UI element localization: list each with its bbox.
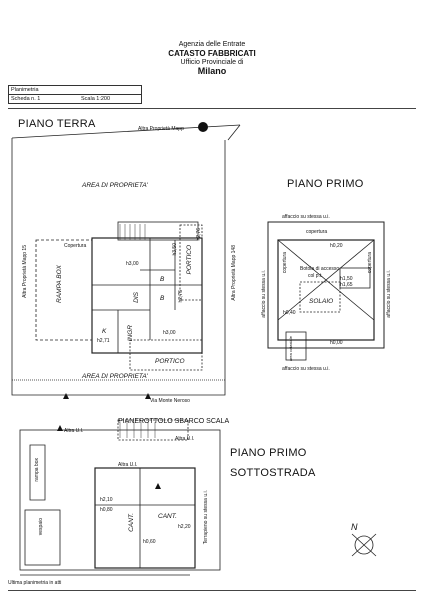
label-h-ground-5: h2,76 — [196, 228, 202, 241]
ground-floor-title: PIANO TERRA — [18, 118, 96, 130]
label-h-ground-6: h2,75 — [178, 290, 184, 303]
label-h-ground-1: h3,00 — [126, 261, 139, 267]
label-h-first-2: h1,50 — [340, 276, 353, 282]
scale: Scala 1:200 — [81, 96, 111, 102]
label-ramp-box: rampa box — [34, 458, 40, 482]
label-property-top: AREA DI PROPRIETA' — [82, 182, 148, 189]
label-other-ui-1: Altra U.I. — [64, 428, 84, 434]
label-other-ui-3: Altra U.I. — [175, 436, 195, 442]
label-bath-1: B — [160, 276, 165, 283]
label-cellar-1: CANT. — [128, 513, 135, 532]
label-h-base-4: h0,60 — [143, 539, 156, 545]
reference-dot — [198, 122, 208, 132]
label-h-first-3: h1,65 — [340, 282, 353, 288]
label-h-base-2: h0,80 — [100, 507, 113, 513]
label-small-room: area catastale — [288, 336, 293, 362]
label-property-bottom: AREA DI PROPRIETA' — [82, 373, 148, 380]
label-h-base-1: h2,10 — [100, 497, 113, 503]
compass-north-label: N — [351, 522, 358, 532]
basement-outline — [95, 468, 195, 568]
label-terrain: Terrapieno su stessa u.i. — [203, 490, 209, 545]
footer-note: Ultima planimetria in atti — [8, 580, 62, 586]
label-first-right: affaccio su stessa u.i. — [386, 270, 392, 318]
label-portico-bottom: PORTICO — [155, 358, 185, 365]
label-entrance: INGR — [127, 325, 134, 342]
label-kitchen: K — [102, 328, 107, 335]
label-other-ui-2: Altra U.I. — [118, 462, 138, 468]
agency-name: Agenzia delle Entrate — [178, 41, 246, 48]
label-neighbour-top: Altra Proprietà Mapp — [138, 126, 184, 132]
sheet-number: Scheda n. 1 — [11, 96, 41, 102]
compass-symbol — [352, 534, 376, 556]
label-portico-right: PORTICO — [186, 245, 193, 275]
first-floor-outline — [278, 240, 374, 340]
label-first-left: affaccio su stessa u.i. — [261, 270, 267, 318]
label-attic: SOLAIO — [309, 298, 334, 305]
doc-type: Planimetria — [9, 86, 141, 95]
label-hatch-2: col p.t. — [308, 273, 323, 279]
label-void: vespaio — [38, 518, 44, 536]
first-floor-title: PIANO PRIMO — [287, 178, 364, 190]
office-name: CATASTO FABBRICATI — [168, 49, 256, 58]
label-h-first-5: h0,00 — [330, 340, 343, 346]
label-h-ground-2: h3,00 — [163, 330, 176, 336]
label-bath-2: B — [160, 295, 165, 302]
label-h-first-4: h0,40 — [283, 310, 296, 316]
basement-title-line1: PIANO PRIMO — [230, 447, 307, 459]
label-storage: DIS — [133, 292, 140, 303]
label-landing: PIANEROTTOLO SBARCO SCALA — [118, 418, 230, 425]
label-first-top: affaccio su stessa u.i. — [282, 214, 330, 220]
label-h-first-1: h0,20 — [330, 243, 343, 249]
label-first-bottom: affaccio su stessa u.i. — [282, 366, 330, 372]
label-h-ground-4: h3,50 — [172, 243, 178, 256]
branch-name: Ufficio Provinciale di — [180, 59, 244, 66]
label-cover: Copertura — [64, 243, 87, 249]
label-first-cover-1: copertura — [306, 229, 328, 235]
label-first-cover-3: copertura — [367, 252, 373, 274]
label-h-base-3: h2,20 — [178, 524, 191, 530]
label-street: Via Monte Neroso — [150, 398, 190, 404]
basement-title-line2: SOTTOSTRADA — [230, 467, 316, 479]
label-ramp: RAMPA BOX — [56, 265, 63, 303]
label-neighbour-right: Altra Proprietà Mapp 148 — [231, 245, 237, 301]
label-hatch-1: Botola di accesso — [300, 266, 340, 272]
label-cellar-2: CANT. — [158, 513, 177, 520]
label-first-cover-2: copertura — [282, 252, 288, 274]
label-h-ground-3: h2,71 — [97, 338, 110, 344]
city-name: Milano — [197, 66, 227, 76]
label-neighbour-left: Altra Proprietà Mapp 15 — [22, 245, 28, 298]
